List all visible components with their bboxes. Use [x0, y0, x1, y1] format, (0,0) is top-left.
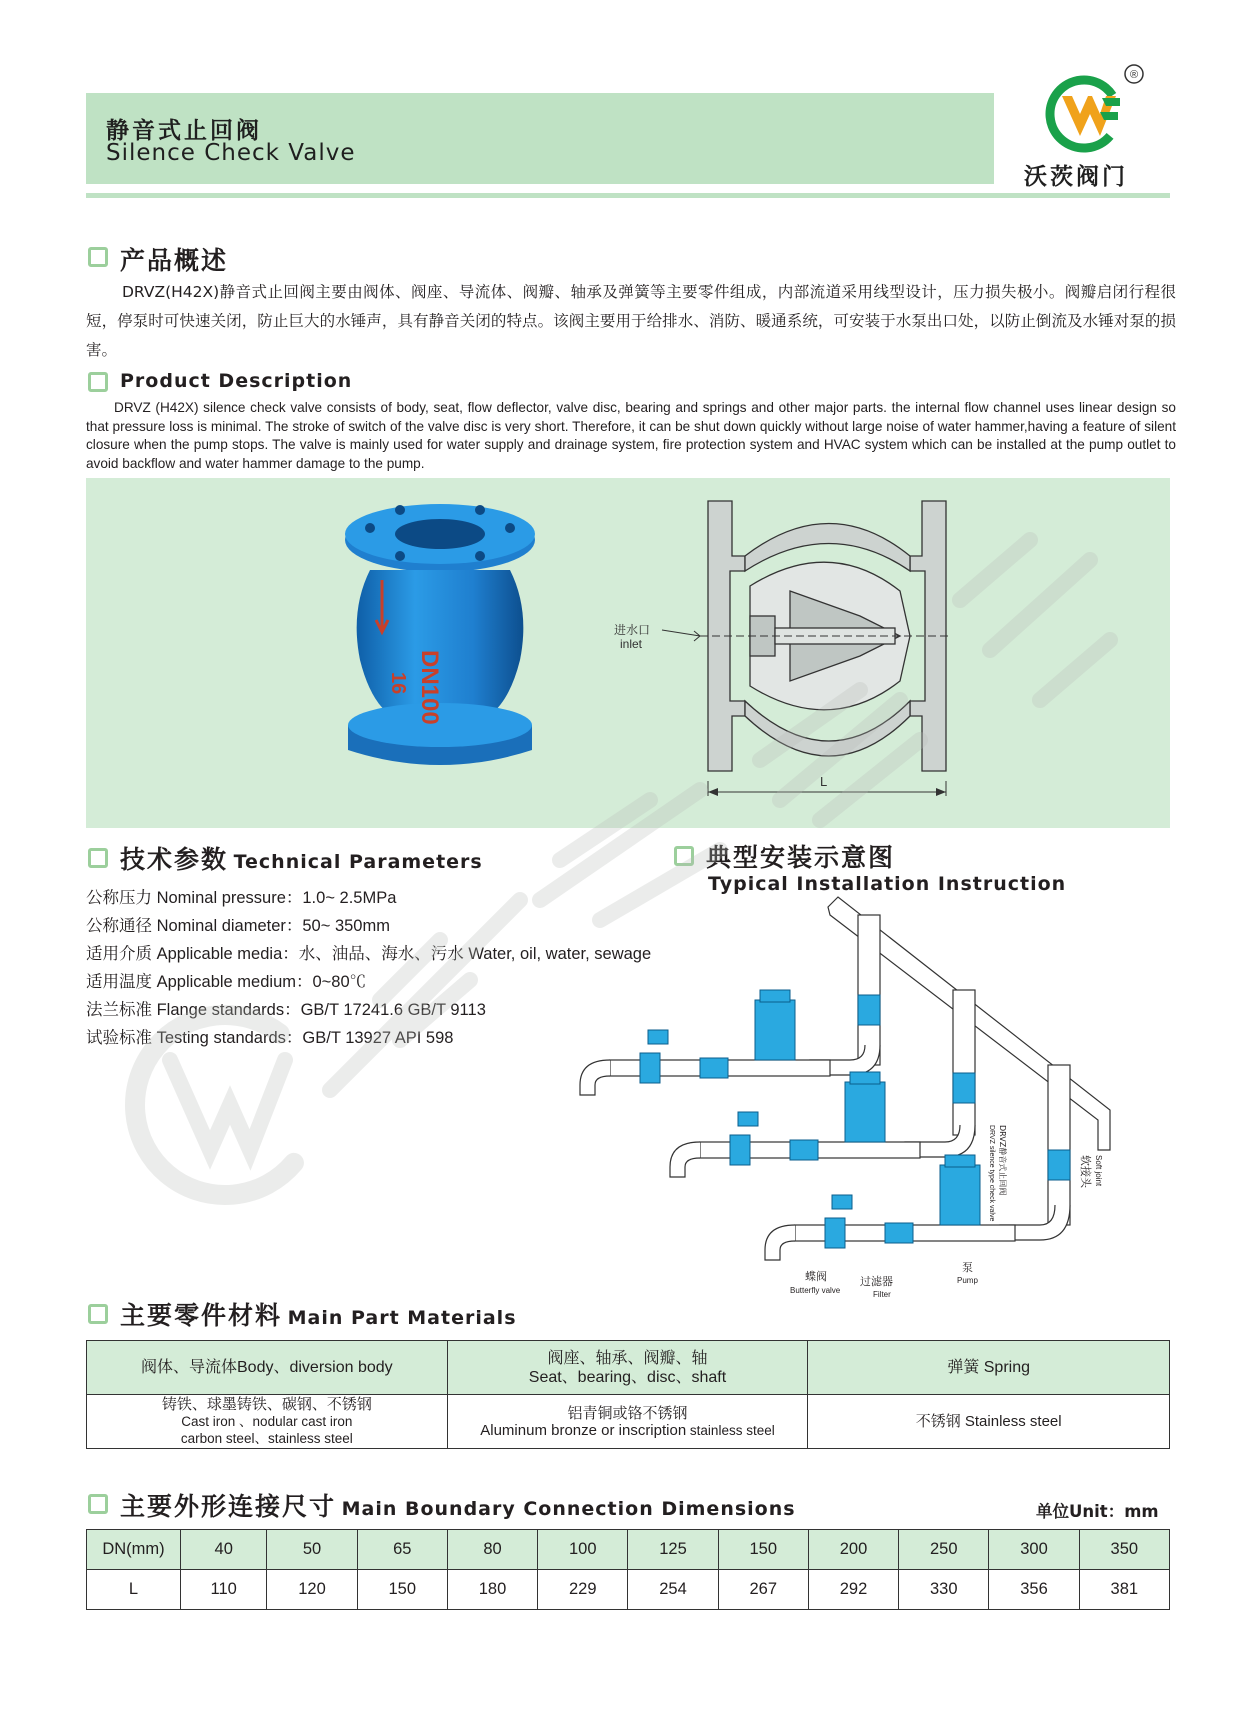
section-marker-icon — [88, 1494, 108, 1514]
filter-label-en: Filter — [873, 1290, 891, 1299]
tech-params-heading: 技术参数 Technical Parameters — [120, 845, 483, 874]
param-flange-standards: 法兰标准 Flange standards：GB/T 17241.6 GB/T 9113 — [86, 1001, 486, 1019]
table-cell: 阀座、轴承、阀瓣、轴 Seat、bearing、disc、shaft — [447, 1341, 808, 1395]
table-cell: 229 — [538, 1570, 628, 1610]
section-marker-icon — [88, 372, 108, 392]
dimensions-heading: 主要外形连接尺寸 Main Boundary Connection Dimensions — [120, 1492, 796, 1521]
butterfly-label-en: Butterfly valve — [790, 1286, 841, 1295]
table-cell: 不锈钢 Stainless steel — [808, 1395, 1170, 1449]
table-cell: 铸铁、球墨铸铁、碳钢、不锈钢 Cast iron 、nodular cast iron carbon steel、stainless steel — [87, 1395, 448, 1449]
table-cell: 120 — [267, 1570, 357, 1610]
materials-table — [86, 1340, 1170, 1449]
table-cell: 150 — [357, 1570, 447, 1610]
installation-heading: 典型安装示意图 — [706, 843, 896, 872]
param-nominal-diameter: 公称通径 Nominal diameter：50~ 350mm — [86, 917, 390, 935]
valve-cross-section — [600, 496, 960, 814]
inlet-label-cn: 进水口 — [614, 623, 651, 637]
table-cell: 80 — [447, 1530, 537, 1570]
table-row — [87, 1395, 1170, 1449]
registered-mark: ® — [1129, 69, 1139, 81]
dimension-label-l: L — [820, 774, 828, 789]
soft-joint-label-en: Soft joint — [1094, 1155, 1103, 1187]
table-cell: 300 — [989, 1530, 1079, 1570]
param-testing-standards: 试验标准 Testing standards：GB/T 13927 API 598 — [86, 1029, 454, 1047]
section-marker-icon — [88, 247, 108, 267]
butterfly-label-cn: 蝶阀 — [805, 1270, 827, 1283]
brand-name: 沃茨阀门 — [1024, 164, 1128, 190]
table-cell: DN(mm) — [87, 1530, 181, 1570]
filter-label-cn: 过滤器 — [860, 1275, 893, 1288]
param-applicable-media: 适用介质 Applicable media：水、油品、海水、污水 Water, oil, water, sewage — [86, 945, 652, 963]
overview-heading: 产品概述 — [120, 246, 229, 275]
table-cell: 65 — [357, 1530, 447, 1570]
table-cell: 254 — [628, 1570, 718, 1610]
param-applicable-temperature: 适用温度 Applicable medium：0~80℃ — [86, 973, 367, 991]
table-row — [87, 1570, 1170, 1610]
table-cell: 40 — [181, 1530, 267, 1570]
table-cell: 381 — [1079, 1570, 1169, 1610]
table-cell: 250 — [899, 1530, 989, 1570]
materials-heading: 主要零件材料 Main Part Materials — [120, 1301, 517, 1330]
table-cell: 铝青铜或铬不锈钢 Aluminum bronze or inscription stainless steel — [447, 1395, 808, 1449]
table-cell: 弹簧 Spring — [808, 1341, 1170, 1395]
table-cell: 150 — [718, 1530, 808, 1570]
param-nominal-pressure: 公称压力 Nominal pressure：1.0~ 2.5MPa — [86, 889, 397, 907]
page-title-cn: 静音式止回阀 — [106, 118, 262, 144]
check-valve-label-cn: DRVZ静音式止回阀 — [998, 1125, 1007, 1196]
header-rule — [86, 193, 1170, 198]
table-cell: 180 — [447, 1570, 537, 1610]
section-marker-icon — [88, 1304, 108, 1324]
dimensions-table — [86, 1529, 1170, 1610]
table-cell: 330 — [899, 1570, 989, 1610]
table-cell: 50 — [267, 1530, 357, 1570]
table-cell: 125 — [628, 1530, 718, 1570]
description-heading: Product Description — [120, 370, 353, 392]
unit-label: 单位Unit：mm — [1036, 1502, 1159, 1521]
table-cell: 267 — [718, 1570, 808, 1610]
table-row — [87, 1530, 1170, 1570]
section-marker-icon — [674, 846, 694, 866]
valve-photo — [330, 500, 540, 790]
table-cell: 阀体、导流体Body、diversion body — [87, 1341, 448, 1395]
inlet-label-en: inlet — [620, 637, 643, 651]
table-cell: L — [87, 1570, 181, 1610]
table-cell: 350 — [1079, 1530, 1169, 1570]
table-cell: 356 — [989, 1570, 1079, 1610]
section-marker-icon — [88, 848, 108, 868]
brand-logo-icon — [1040, 62, 1148, 158]
soft-joint-label-cn: 软接头 — [1079, 1155, 1092, 1188]
table-cell: 200 — [808, 1530, 898, 1570]
table-cell: 292 — [808, 1570, 898, 1610]
pump-label-cn: 泵 — [962, 1261, 973, 1274]
pump-label-en: Pump — [957, 1276, 978, 1285]
page-title-en: Silence Check Valve — [106, 140, 356, 166]
table-row — [87, 1341, 1170, 1395]
table-cell: 110 — [181, 1570, 267, 1610]
installation-diagram — [570, 895, 1130, 1310]
check-valve-label-en: DRVZ silence type check valve — [988, 1125, 995, 1222]
overview-body-cn: DRVZ(H42X)静音式止回阀主要由阀体、阀座、导流体、阀瓣、轴承及弹簧等主要零件组成，内部流道采用线型设计，压力损失极小。阀瓣启闭行程很短，停泵时可快速关闭，防止巨大的水锤声，具有静音关闭的特点。该阀主要用于给排水、消防、暖通系统，可安装于水泵出口处，以防止倒流及水锤对泵的损害。 — [86, 283, 1176, 359]
description-body-en: DRVZ (H42X) silence check valve consists of body, seat, flow deflector, valve disc, bearing and springs and other major parts. the internal flow channel uses linear design so that pressure loss is minimal. The stroke of switch of the valve disc is very short. Therefore, it can be shut down quickly without large noise of water hammer,having a feature of silent closure when the pump stops. The valve is mainly used for water supply and drainage system, fire protection system and HVAC system which can be installed at the pump outlet to avoid backflow and water hammer damage to the pump. — [86, 400, 1176, 471]
table-cell: 100 — [538, 1530, 628, 1570]
valve-pressure-marking: 16 — [387, 672, 409, 695]
installation-subheading: Typical Installation Instruction — [708, 873, 1067, 895]
valve-size-marking: DN100 — [416, 650, 443, 725]
